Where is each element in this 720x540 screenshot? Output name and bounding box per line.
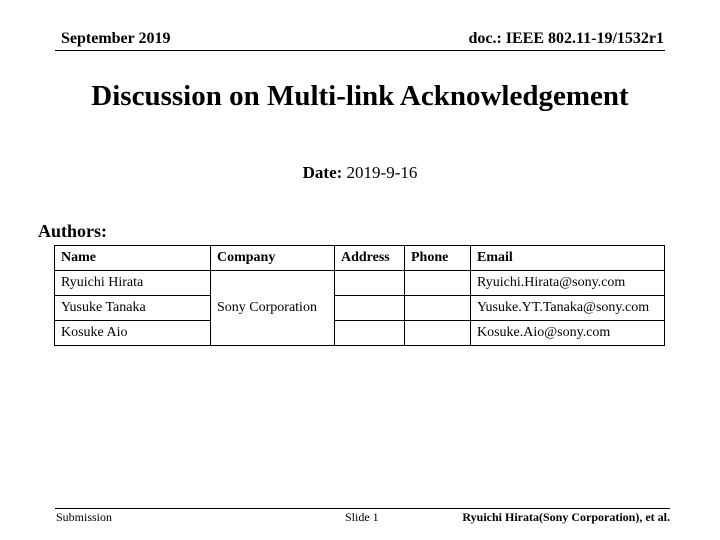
header-name: Name [55, 246, 211, 271]
author-name: Ryuichi Hirata [55, 271, 211, 296]
author-name: Kosuke Aio [55, 321, 211, 346]
footer-slide-number: Slide 1 [345, 510, 379, 524]
author-phone [405, 296, 471, 321]
header-rule [55, 50, 665, 51]
date-value: 2019-9-16 [346, 163, 418, 182]
author-address [335, 271, 405, 296]
footer-authors: Ryuichi Hirata(Sony Corporation), et al. [462, 510, 670, 524]
author-phone [405, 321, 471, 346]
authors-label: Authors: [38, 221, 108, 241]
slide-title: Discussion on Multi-link Acknowledgement [91, 80, 629, 112]
author-company: Sony Corporation [211, 271, 335, 346]
author-email: Kosuke.Aio@sony.com [471, 321, 665, 346]
header-phone: Phone [405, 246, 471, 271]
header-company: Company [211, 246, 335, 271]
authors-table [54, 245, 665, 346]
header-email: Email [471, 246, 665, 271]
table-row [55, 321, 665, 346]
date-label: Date: [302, 163, 343, 182]
header-doc-id: doc.: IEEE 802.11-19/1532r1 [468, 30, 664, 47]
table-header-row [55, 246, 665, 271]
author-email: Ryuichi.Hirata@sony.com [471, 271, 665, 296]
date-line [0, 163, 720, 183]
table-row [55, 296, 665, 321]
author-address [335, 296, 405, 321]
footer-rule [55, 508, 670, 509]
table-row [55, 271, 665, 296]
author-email: Yusuke.YT.Tanaka@sony.com [471, 296, 665, 321]
header-date: September 2019 [61, 30, 171, 47]
author-address [335, 321, 405, 346]
author-phone [405, 271, 471, 296]
author-name: Yusuke Tanaka [55, 296, 211, 321]
footer-submission: Submission [56, 510, 113, 524]
header-address: Address [335, 246, 405, 271]
